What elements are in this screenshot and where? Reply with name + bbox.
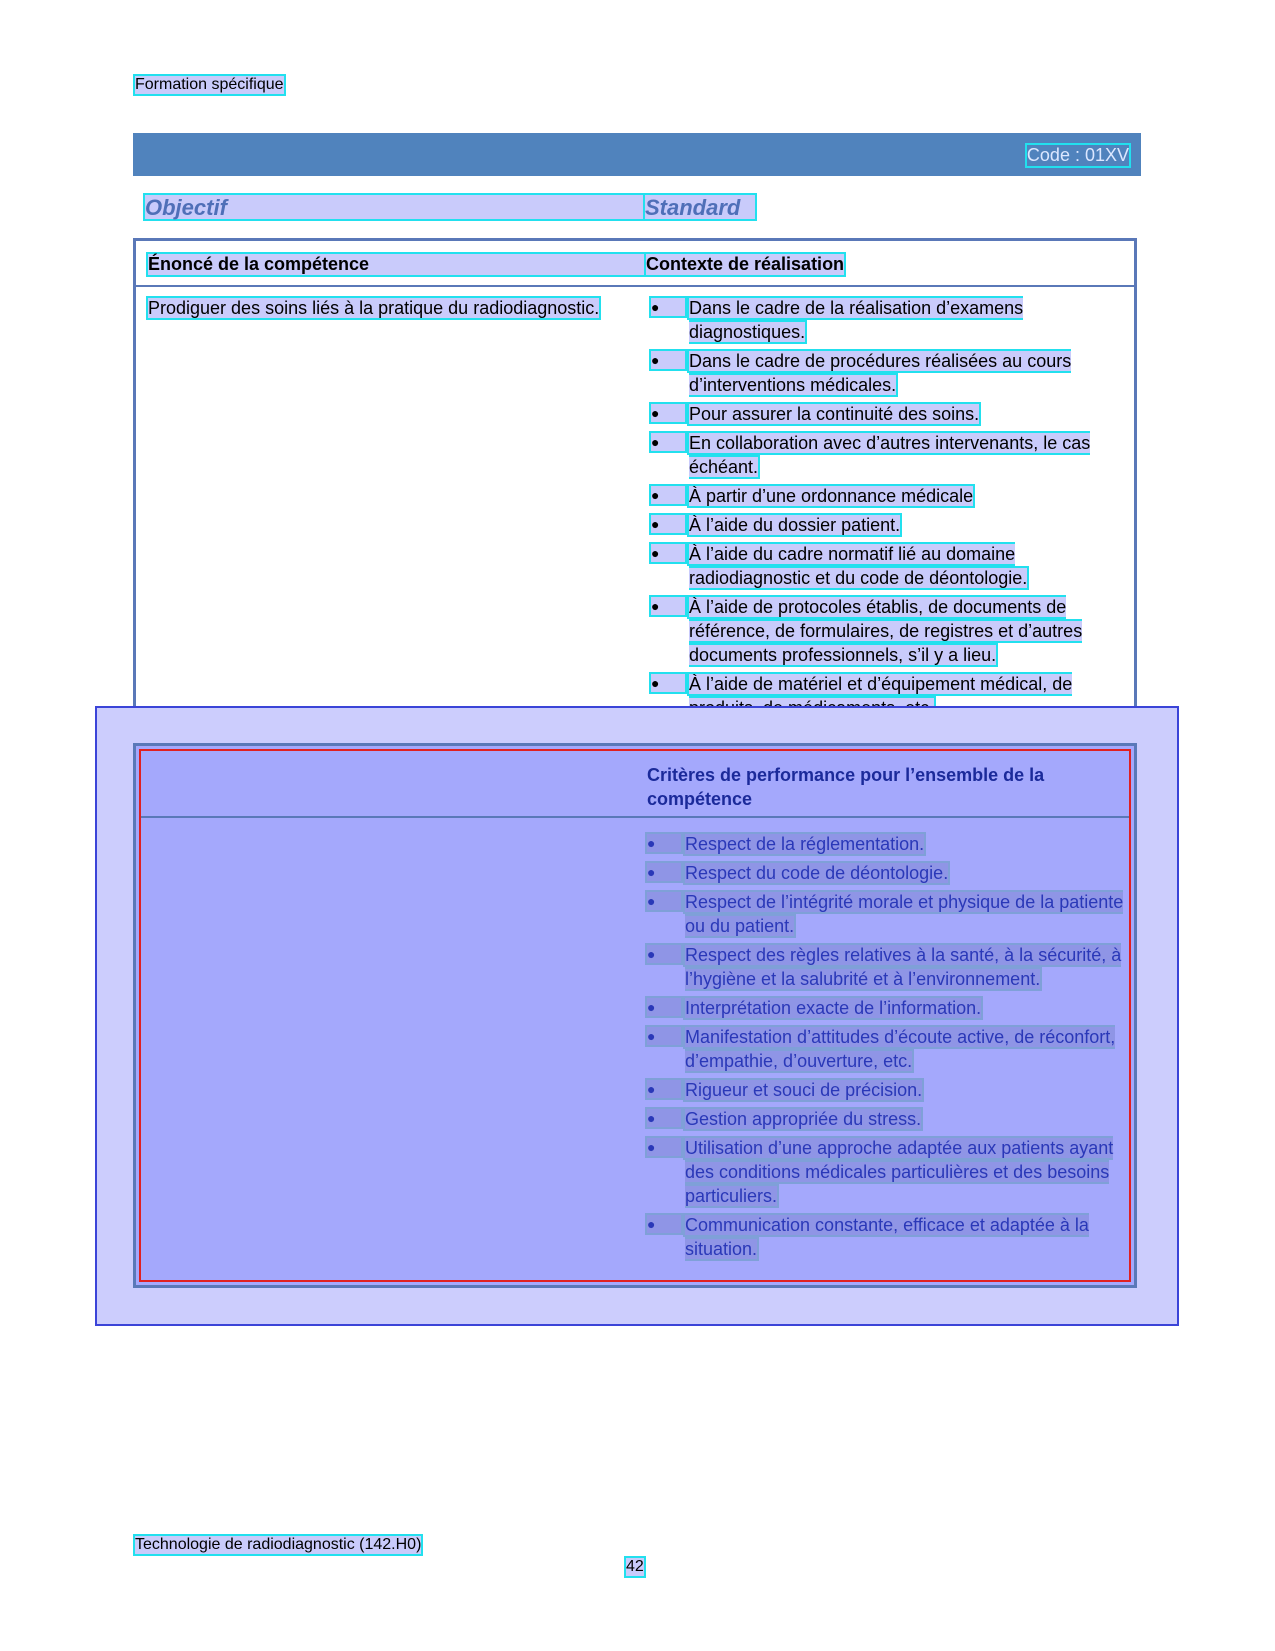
- bullet-icon: ●: [651, 351, 685, 369]
- contexte-header: Contexte de réalisation: [646, 254, 845, 274]
- competency-code: Code : 01XV: [1026, 145, 1129, 165]
- bullet-icon: ●: [647, 1138, 681, 1156]
- list-item: ● Rigueur et souci de précision.: [647, 1080, 923, 1100]
- list-item: ● En collaboration avec d’autres intervenants, le cas échéant.: [651, 433, 1091, 477]
- bullet-icon: ●: [647, 834, 681, 852]
- enonce-statement: Prodiguer des soins liés à la pratique du radiodiagnostic.: [148, 298, 600, 318]
- list-item: ● À l’aide de protocoles établis, de documents de référence, de formulaires, de registres et d’autres documents professionnels, s’il y a lieu.: [651, 597, 1083, 665]
- bullet-icon: ●: [647, 1109, 681, 1127]
- list-item: ● Respect de l’intégrité morale et physique de la patiente ou du patient.: [647, 892, 1124, 936]
- bullet-icon: ●: [647, 1215, 681, 1233]
- list-item: ● À partir d’une ordonnance médicale: [651, 486, 974, 506]
- bullet-icon: ●: [651, 433, 685, 451]
- bullet-icon: ●: [647, 863, 681, 881]
- bullet-icon: ●: [647, 945, 681, 963]
- bullet-icon: ●: [647, 1080, 681, 1098]
- bullet-icon: ●: [651, 674, 685, 692]
- standard-title: Standard: [645, 195, 755, 219]
- criteres-header: Critères de performance pour l’ensemble de la compétence: [647, 765, 1045, 809]
- footer-program-name: Technologie de radiodiagnostic (142.H0): [135, 1536, 422, 1553]
- criteres-list: [647, 832, 1125, 1266]
- list-item: ● Respect du code de déontologie.: [647, 863, 949, 883]
- competency-table: [133, 238, 1137, 726]
- list-item: ● À l’aide de matériel et d’équipement médical, de: [651, 672, 1129, 720]
- contexte-list: [651, 296, 1129, 725]
- list-item: ● Respect des règles relatives à la santé, à la sécurité, à l’hygiène et la salubrité et à l’environnement.: [647, 945, 1122, 989]
- code-band: [133, 133, 1141, 176]
- bullet-icon: ●: [647, 1027, 681, 1045]
- criteria-table-frame: [139, 749, 1131, 1282]
- list-item: ● Interprétation exacte de l’information.: [647, 998, 982, 1018]
- criteria-table: [133, 743, 1137, 1288]
- objectif-title: Objectif: [145, 195, 745, 219]
- bullet-icon: ●: [651, 544, 685, 562]
- list-item: ● Respect de la réglementation.: [647, 834, 925, 854]
- list-item: ● À l’aide du cadre normatif lié au domaine radiodiagnostic et du code de déontologie.: [651, 544, 1028, 588]
- bullet-icon: ●: [651, 515, 685, 533]
- list-item: ● Utilisation d’une approche adaptée aux patients ayant des conditions médicales particulières et des besoins particuliers.: [647, 1138, 1114, 1206]
- page-number: 42: [626, 1558, 644, 1575]
- enonce-header: Énoncé de la compétence: [148, 254, 658, 275]
- bullet-icon: ●: [647, 892, 681, 910]
- competency-table-header: [136, 241, 1134, 287]
- bullet-icon: ●: [647, 998, 681, 1016]
- program-header: Formation spécifique: [135, 76, 284, 93]
- list-item: ● Dans le cadre de la réalisation d’examens diagnostiques.: [651, 298, 1024, 342]
- criteria-table-header: [141, 751, 1129, 818]
- bullet-icon: ●: [651, 597, 685, 615]
- list-item: ● Manifestation d’attitudes d’écoute active, de réconfort, d’empathie, d’ouverture, etc.: [647, 1027, 1116, 1071]
- list-item: ● Pour assurer la continuité des soins.: [651, 404, 980, 424]
- list-item: ● Gestion appropriée du stress.: [647, 1109, 922, 1129]
- bullet-icon: ●: [651, 486, 685, 504]
- list-item: ● Communication constante, efficace et adaptée à la situation.: [647, 1215, 1089, 1259]
- bullet-icon: ●: [651, 404, 685, 422]
- list-item: ● À l’aide du dossier patient.: [651, 515, 901, 535]
- bullet-icon: ●: [651, 298, 685, 316]
- list-item: ● Dans le cadre de procédures réalisées au cours d’interventions médicales.: [651, 351, 1072, 395]
